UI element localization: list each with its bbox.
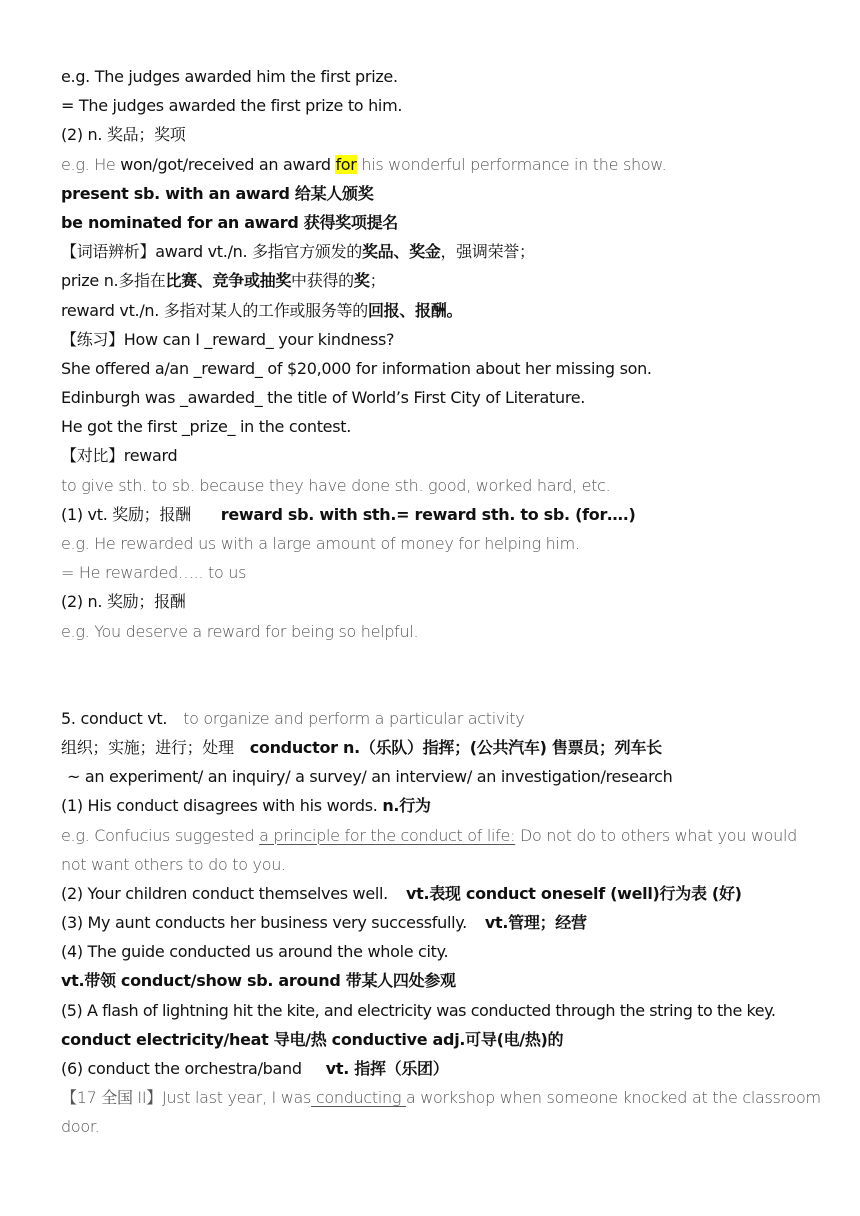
sense-note: n.行为 [382,796,431,816]
sense-sentence: (3) My aunt conducts her business very successfully. [61,913,467,933]
conduct-sense-2 [61,879,821,908]
comparison-text: ； [369,271,386,291]
conduct-chinese: 组织；实施；进行；处理 [61,737,234,757]
conduct-sense-5-note: conduct electricity/heat 导电/热 conductive adj.可导(电/热)的 [61,1029,564,1049]
award-example-1b: = The judges awarded the first prize to him. [61,96,403,116]
exam-prefix: 【17 全国 II】Just last year, I was [61,1088,312,1108]
reward-example-1: e.g. He rewarded us with a large amount of money for helping him. [61,534,580,553]
sense-note: vt.表现 conduct oneself (well)行为表 (好) [405,883,742,903]
reward-definition: to give sth. to sb. because they have done sth. good, worked hard, etc. [61,475,611,495]
award-noun-heading: (2) n. 奖品；奖项 [61,125,186,145]
comparison-bold: 回报、报酬。 [367,300,463,320]
reward-verb-pattern: reward sb. with sth.= reward sth. to sb. (for….) [220,504,636,524]
reward-verb-label: (1) vt. 奖励；报酬 [61,504,191,524]
underlined-answer: conducting [311,1088,406,1108]
comparison-text: 中获得的 [291,271,354,291]
practice-3: Edinburgh was _awarded_ the title of World’s First City of Literature. [61,388,586,408]
word-comparison-reward [61,296,821,325]
sense-note: vt. 指挥（乐团） [325,1059,449,1079]
document-page [61,62,821,1142]
sense-sentence: (6) conduct the orchestra/band [61,1059,302,1079]
reward-example-2: e.g. You deserve a reward for being so helpful. [61,621,419,641]
award-phrase-2: be nominated for an award 获得奖项提名 [61,212,398,232]
sense-sentence: (2) Your children conduct themselves well. [61,883,388,903]
sense-sentence: (1) His conduct disagrees with his words. [61,796,383,816]
award-phrase-1: present sb. with an award 给某人颁奖 [61,183,374,203]
word-comparison-award [61,237,821,266]
conduct-sense-5: (5) A flash of lightning hit the kite, and electricity was conducted through the string to the key. [61,1000,776,1020]
practice-1: 【练习】How can I _reward_ your kindness? [61,329,395,349]
award-example-1: e.g. The judges awarded him the first prize. [61,67,398,86]
exam-suffix: a workshop when someone knocked at the classroom door. [61,1088,821,1137]
reward-verb [61,500,821,529]
comparison-bold: 奖品、奖金 [361,242,441,262]
word-comparison-prize [61,266,821,295]
conduct-sense-4: (4) The guide conducted us around the whole city. [61,942,449,962]
reward-noun: (2) n. 奖励；报酬 [61,592,186,612]
conduct-heading [61,704,821,733]
conduct-sense-1 [61,791,821,820]
reward-example-1b: = He rewarded….. to us [61,563,247,583]
comparison-bold: 奖 [353,271,370,291]
example-phrase: won/got/received an award [120,154,336,174]
award-example-2 [61,150,821,179]
section-gap [61,646,821,704]
comparison-text: prize n.多指在 [61,271,166,291]
conduct-sense-3 [61,908,821,937]
comparison-bold: 比赛、竞争或抽奖 [165,271,292,291]
exam-example [61,1083,821,1141]
conductor-definition: conductor n.（乐队）指挥；(公共汽车) 售票员；列车长 [249,737,662,757]
comparison-text: 【词语辨析】award vt./n. 多指官方颁发的 [61,242,362,262]
conduct-definition: to organize and perform a particular activity [183,708,525,728]
underlined-phrase: a principle for the conduct of life: [259,825,516,845]
example-suffix: his wonderful performance in the show. [356,154,667,174]
practice-4: He got the first _prize_ in the contest. [61,417,352,437]
sense-note: vt.管理；经营 [484,913,587,933]
conduct-meanings [61,733,821,762]
highlighted-word: for [335,154,357,174]
conduct-example-1 [61,821,821,879]
example-prefix: e.g. Confucius suggested [61,825,260,845]
practice-2: She offered a/an _reward_ of $20,000 for information about her missing son. [61,358,652,378]
reward-heading: 【对比】reward [61,446,178,466]
conduct-sense-4-note: vt.带领 conduct/show sb. around 带某人四处参观 [61,971,456,991]
example-prefix: e.g. He [61,154,121,174]
comparison-text: ，强调荣誉； [440,242,535,262]
example-suffix: Do not do to others what you would not want others to do to you. [61,825,797,874]
conduct-headword: 5. conduct vt. [61,708,168,728]
conduct-collocations: ~ an experiment/ an inquiry/ a survey/ an interview/ an investigation/research [67,767,673,787]
comparison-text: reward vt./n. 多指对某人的工作或服务等的 [61,300,368,320]
conduct-sense-6 [61,1054,821,1083]
